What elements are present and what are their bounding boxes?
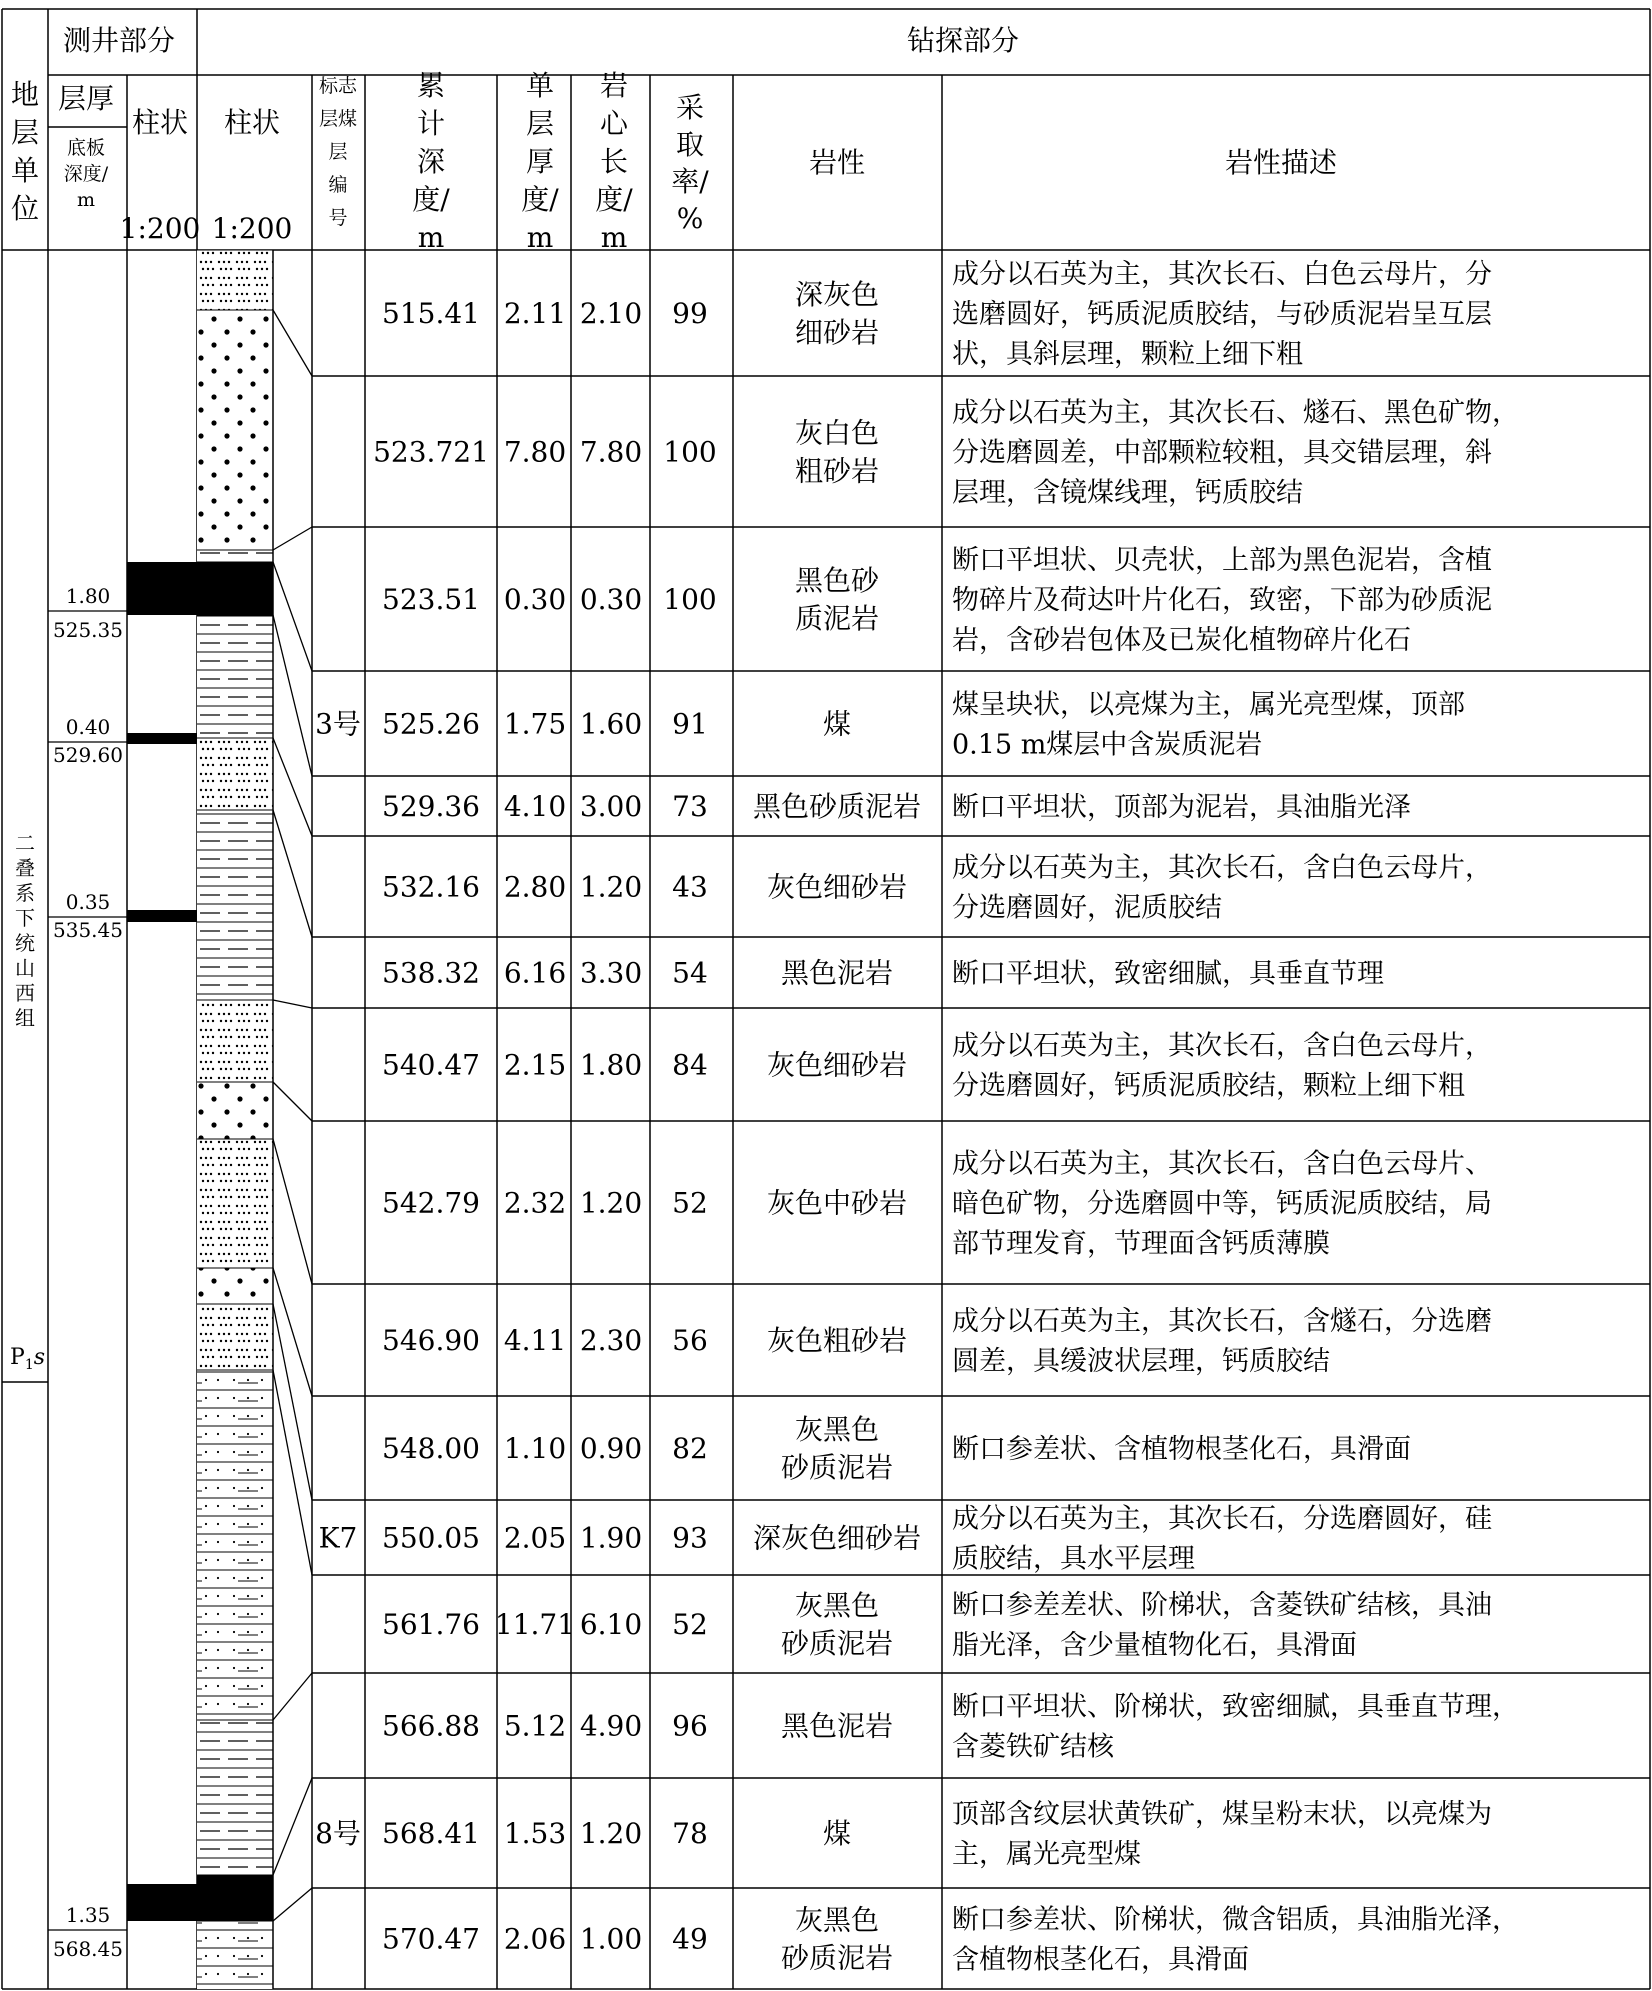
lithology: 深灰色 — [794, 278, 880, 311]
lithology-description: 断口参差状、含植物根茎化石，具滑面 — [952, 1434, 1411, 1465]
header-column-drill: 柱状 — [223, 106, 281, 139]
marker-bed: 8号 — [315, 1817, 361, 1850]
recovery-rate: 56 — [672, 1324, 708, 1357]
header-scale-drill: 1:200 — [211, 212, 293, 245]
header-line: 率/ — [671, 165, 709, 198]
log-thickness: 1.80 — [65, 584, 111, 608]
header-cumulative-depth — [412, 69, 450, 254]
header-scale-log: 1:200 — [119, 212, 201, 245]
drill-rows — [315, 259, 1519, 1976]
drill-lithology-segment — [197, 1921, 273, 1989]
header-line: 采 — [675, 91, 705, 124]
lithology-description: 成分以石英为主，其次长石，含白色云母片， — [952, 1030, 1492, 1062]
cumulative-depth: 550.05 — [382, 1521, 480, 1555]
header-line: m — [526, 221, 554, 254]
cumulative-depth: 540.47 — [382, 1048, 480, 1082]
lithology-description: 成分以石英为主，其次长石，含白色云母片， — [952, 852, 1492, 884]
header-single-thickness — [521, 69, 559, 254]
drill-row — [382, 790, 1411, 823]
core-length: 0.90 — [579, 1432, 643, 1465]
stratum-char: 山 — [15, 956, 35, 980]
recovery-rate: 54 — [672, 956, 708, 990]
single-thickness: 4.10 — [503, 790, 567, 823]
connector-lines — [273, 310, 312, 1921]
header-line: 编 — [328, 174, 348, 196]
log-coal-band — [127, 910, 197, 922]
lithology-description: 质胶结，具水平层理 — [952, 1543, 1195, 1575]
lithology-description: 成分以石英为主，其次长石、白色云母片，分 — [952, 259, 1492, 290]
recovery-rate: 93 — [672, 1521, 708, 1555]
stratum-char: 叠 — [15, 856, 35, 880]
lithology-description: 断口平坦状、贝壳状，上部为黑色泥岩，含植 — [952, 545, 1492, 576]
single-thickness: 1.53 — [503, 1817, 567, 1850]
log-bottom-depth: 529.60 — [53, 743, 123, 767]
drill-row — [315, 1799, 1492, 1870]
header-line: m — [76, 189, 96, 211]
cumulative-depth: 523.721 — [373, 435, 489, 469]
core-length: 2.30 — [579, 1324, 643, 1357]
core-length: 3.00 — [579, 790, 643, 823]
lithology-description: 成分以石英为主，其次长石、燧石、黑色矿物， — [952, 397, 1519, 429]
header-line: m — [417, 221, 445, 254]
marker-bed: K7 — [318, 1521, 358, 1555]
core-length: 4.90 — [579, 1709, 643, 1743]
lithology: 粗砂岩 — [794, 454, 880, 488]
header-unit — [11, 78, 39, 225]
drill-row — [319, 1504, 1492, 1575]
recovery-rate: 49 — [672, 1922, 708, 1956]
header-line: 取 — [675, 128, 705, 161]
recovery-rate: 99 — [672, 297, 708, 330]
lithology: 细砂岩 — [794, 316, 880, 349]
single-thickness: 2.11 — [503, 297, 567, 330]
lithology-column — [127, 250, 273, 1989]
lithology-description: 顶部含纹层状黄铁矿，煤呈粉末状，以亮煤为 — [952, 1799, 1492, 1830]
drill-lithology-segment — [197, 550, 273, 562]
header-core-length — [595, 69, 633, 254]
header-line: 号 — [328, 207, 348, 229]
lithology: 深灰色细砂岩 — [752, 1521, 922, 1555]
drill-lithology-segment — [197, 1370, 273, 1720]
drill-row — [382, 545, 1492, 656]
single-thickness: 11.71 — [494, 1608, 576, 1641]
drill-row — [382, 1031, 1492, 1102]
single-thickness: 4.11 — [503, 1324, 567, 1357]
header-marker-bed — [319, 75, 358, 229]
lithology: 灰白色 — [794, 416, 880, 450]
drill-lithology-segment — [197, 1875, 273, 1921]
stratum-char: 系 — [15, 881, 35, 905]
lithology-description: 分选磨圆差，中部颗粒较粗，具交错层理，斜 — [952, 437, 1492, 469]
core-length: 1.20 — [579, 1186, 643, 1220]
log-depth-labels — [48, 584, 127, 1961]
lithology: 黑色砂质泥岩 — [752, 790, 922, 823]
lithology-description: 物碎片及荷达叶片化石，致密，下部为砂质泥 — [952, 585, 1492, 616]
lithology: 砂质泥岩 — [780, 1941, 894, 1975]
lithology: 煤 — [822, 707, 852, 741]
core-length: 1.60 — [579, 707, 643, 741]
lithology: 灰黑色 — [794, 1413, 880, 1446]
stratum-unit-name — [15, 831, 35, 1030]
header-line: 单 — [10, 154, 40, 187]
drill-row — [382, 1149, 1492, 1260]
stratum-char: 下 — [15, 906, 35, 930]
recovery-rate: 82 — [672, 1432, 708, 1465]
single-thickness: 0.30 — [503, 583, 567, 616]
log-thickness: 0.35 — [65, 890, 111, 914]
header-line: 标志 — [318, 75, 358, 97]
lithology-description: 脂光泽，含少量植物化石，具滑面 — [952, 1630, 1357, 1661]
drill-lithology-segment — [197, 1720, 273, 1875]
header-drilling: 钻探部分 — [906, 24, 1020, 57]
stratum-char: 西 — [15, 981, 35, 1005]
recovery-rate: 52 — [672, 1186, 708, 1220]
lithology-description: 成分以石英为主，其次长石，含白色云母片、 — [952, 1148, 1492, 1180]
lithology-description: 主，属光亮型煤 — [952, 1839, 1141, 1870]
drill-row — [382, 1306, 1492, 1377]
header-line: 计 — [416, 107, 446, 140]
lithology-description: 状，具斜层理，颗粒上细下粗 — [952, 339, 1303, 370]
header-line: 单 — [525, 69, 555, 102]
lithology: 黑色泥岩 — [780, 956, 894, 990]
log-coal-band — [127, 562, 197, 615]
single-thickness: 7.80 — [503, 435, 567, 469]
lithology-description: 成分以石英为主，其次长石，含燧石，分选磨 — [952, 1306, 1492, 1337]
drill-row — [382, 957, 1384, 990]
drill-lithology-segment — [197, 562, 273, 615]
drill-row — [382, 1904, 1519, 1976]
header-column-log: 柱状 — [131, 106, 189, 139]
single-thickness: 1.75 — [503, 707, 567, 741]
drill-lithology-segment — [197, 1082, 273, 1139]
lithology-description: 含菱铁矿结核 — [952, 1731, 1114, 1763]
core-length: 1.00 — [579, 1922, 643, 1956]
drill-lithology-segment — [197, 738, 273, 810]
header-line: 累 — [416, 69, 446, 102]
header-lithology: 岩性 — [808, 146, 866, 179]
lithology-description: 断口参差差状、阶梯状，含菱铁矿结核，具油 — [952, 1590, 1492, 1621]
recovery-rate: 52 — [672, 1608, 708, 1641]
single-thickness: 2.15 — [503, 1048, 567, 1082]
lithology-description: 选磨圆好，钙质泥质胶结，与砂质泥岩呈互层 — [952, 299, 1492, 330]
drill-lithology-segment — [197, 615, 273, 738]
stratum-char: 统 — [15, 931, 35, 955]
cumulative-depth: 542.79 — [382, 1186, 480, 1220]
header-line: 位 — [10, 192, 40, 225]
drill-lithology-segment — [197, 1268, 273, 1304]
log-bottom-depth: 525.35 — [53, 618, 123, 642]
lithology-description: 暗色矿物，分选磨圆中等，钙质泥质胶结，局 — [952, 1188, 1492, 1220]
lithology: 灰色细砂岩 — [766, 870, 908, 904]
drill-lithology-segment — [197, 1139, 273, 1268]
drill-lithology-segment — [197, 250, 273, 310]
log-bottom-depth: 568.45 — [53, 1937, 123, 1961]
log-thickness: 0.40 — [65, 715, 111, 739]
lithology: 灰黑色 — [794, 1903, 880, 1937]
lithology: 煤 — [822, 1817, 852, 1850]
cumulative-depth: 515.41 — [382, 297, 480, 330]
header-line: 层 — [10, 116, 40, 149]
core-length: 6.10 — [579, 1608, 643, 1641]
core-length: 3.30 — [579, 956, 643, 990]
lithology: 砂质泥岩 — [780, 1627, 894, 1660]
header-line: 深 — [416, 145, 446, 178]
lithology: 灰色细砂岩 — [766, 1048, 908, 1082]
lithology: 砂质泥岩 — [780, 1451, 894, 1484]
recovery-rate: 100 — [663, 583, 717, 616]
drill-row — [315, 690, 1465, 761]
core-length: 2.10 — [579, 297, 643, 330]
drill-row — [382, 1589, 1492, 1661]
lithology: 灰色中砂岩 — [766, 1186, 908, 1220]
header-line: 心 — [599, 107, 629, 140]
core-length: 0.30 — [579, 583, 643, 616]
single-thickness: 5.12 — [503, 1709, 567, 1743]
lithology-description: 断口平坦状，致密细腻，具垂直节理 — [952, 958, 1384, 990]
single-thickness: 2.05 — [503, 1521, 567, 1555]
lithology-description: 圆差，具缓波状层理，钙质胶结 — [952, 1346, 1330, 1377]
header-line: 度/ — [521, 183, 559, 216]
lithology-description: 0.15 m煤层中含炭质泥岩 — [952, 729, 1263, 761]
single-thickness: 1.10 — [503, 1432, 567, 1465]
cumulative-depth: 525.26 — [382, 707, 480, 741]
drill-lithology-segment — [197, 1304, 273, 1370]
cumulative-depth: 568.41 — [382, 1817, 480, 1850]
header-line: 深度/ — [63, 163, 109, 185]
lithology: 灰黑色 — [794, 1589, 880, 1622]
single-thickness: 2.80 — [503, 870, 567, 904]
header-line: 地 — [10, 78, 40, 111]
lithology-description: 层理，含镜煤线理，钙质胶结 — [952, 477, 1303, 509]
recovery-rate: 43 — [672, 870, 708, 904]
header-line: % — [676, 202, 704, 235]
lithology-description: 分选磨圆好，钙质泥质胶结，颗粒上细下粗 — [952, 1070, 1465, 1102]
header-line: 长 — [599, 145, 629, 178]
header-line: 层 — [328, 141, 348, 163]
lithology: 灰色粗砂岩 — [766, 1324, 908, 1357]
core-length: 1.80 — [579, 1048, 643, 1082]
header-bottom-depth — [64, 137, 109, 211]
log-thickness: 1.35 — [65, 1903, 111, 1927]
drill-row — [382, 259, 1492, 370]
header-line: 度/ — [595, 183, 633, 216]
log-coal-band — [127, 1884, 197, 1921]
core-length: 1.90 — [579, 1521, 643, 1555]
drill-row — [382, 853, 1492, 924]
lithology-description: 煤呈块状，以亮煤为主，属光亮型煤，顶部 — [952, 689, 1465, 721]
cumulative-depth: 532.16 — [382, 870, 480, 904]
marker-bed: 3号 — [315, 707, 361, 741]
drill-row — [373, 398, 1519, 509]
lithology-description: 部节理发育，节理面含钙质薄膜 — [952, 1228, 1330, 1260]
cumulative-depth: 546.90 — [382, 1324, 480, 1357]
recovery-rate: 96 — [672, 1709, 708, 1743]
recovery-rate: 78 — [672, 1817, 708, 1850]
log-bottom-depth: 535.45 — [53, 918, 123, 942]
header-line: 度/ — [412, 183, 450, 216]
cumulative-depth: 538.32 — [382, 956, 480, 990]
single-thickness: 2.32 — [503, 1186, 567, 1220]
core-length: 7.80 — [579, 435, 643, 469]
header-line: 层煤 — [318, 108, 358, 130]
lithology-description: 断口平坦状，顶部为泥岩，具油脂光泽 — [952, 792, 1411, 823]
cumulative-depth: 566.88 — [382, 1709, 480, 1743]
lithology-description: 成分以石英为主，其次长石，分选磨圆好，硅 — [952, 1503, 1492, 1535]
recovery-rate: 91 — [672, 707, 708, 741]
single-thickness: 6.16 — [503, 956, 567, 990]
drill-lithology-segment — [197, 1000, 273, 1082]
header-description: 岩性描述 — [1224, 146, 1338, 179]
lithology: 黑色砂 — [794, 564, 880, 597]
lithology-description: 断口平坦状、阶梯状，致密细腻，具垂直节理， — [952, 1691, 1519, 1723]
lithology: 黑色泥岩 — [780, 1709, 894, 1743]
recovery-rate: 100 — [663, 435, 717, 469]
lithology-description: 岩，含砂岩包体及已炭化植物碎片化石 — [952, 625, 1411, 656]
lithology-description: 含植物根茎化石，具滑面 — [952, 1944, 1249, 1976]
single-thickness: 2.06 — [503, 1922, 567, 1956]
lithology-description: 断口参差状、阶梯状，微含铝质，具油脂光泽， — [952, 1904, 1519, 1936]
header-line: 岩 — [599, 69, 629, 102]
stratum-code: $P_1s$ — [10, 1345, 46, 1373]
core-length: 1.20 — [579, 1817, 643, 1850]
drill-row — [382, 1413, 1411, 1484]
header-recovery-rate — [671, 91, 709, 235]
header-line: m — [600, 221, 628, 254]
header-thickness: 层厚 — [57, 82, 115, 115]
cumulative-depth: 570.47 — [382, 1922, 480, 1956]
stratum-char: 二 — [15, 831, 35, 855]
header-line: 层 — [525, 107, 555, 140]
core-length: 1.20 — [579, 870, 643, 904]
cumulative-depth: 548.00 — [382, 1432, 480, 1465]
cumulative-depth: 561.76 — [382, 1608, 480, 1641]
cumulative-depth: 529.36 — [382, 790, 480, 823]
header-line: 底板 — [66, 137, 106, 159]
lithology: 质泥岩 — [794, 602, 880, 635]
log-coal-band — [127, 733, 197, 744]
recovery-rate: 84 — [672, 1048, 708, 1082]
header-logging: 测井部分 — [62, 24, 176, 57]
stratum-char: 组 — [15, 1006, 35, 1030]
drill-row — [382, 1692, 1519, 1763]
lithology-description: 分选磨圆好，泥质胶结 — [952, 892, 1222, 924]
drill-lithology-segment — [197, 810, 273, 1000]
drill-lithology-segment — [197, 310, 273, 550]
recovery-rate: 73 — [672, 790, 708, 823]
cumulative-depth: 523.51 — [382, 583, 480, 616]
header-line: 厚 — [525, 145, 555, 178]
